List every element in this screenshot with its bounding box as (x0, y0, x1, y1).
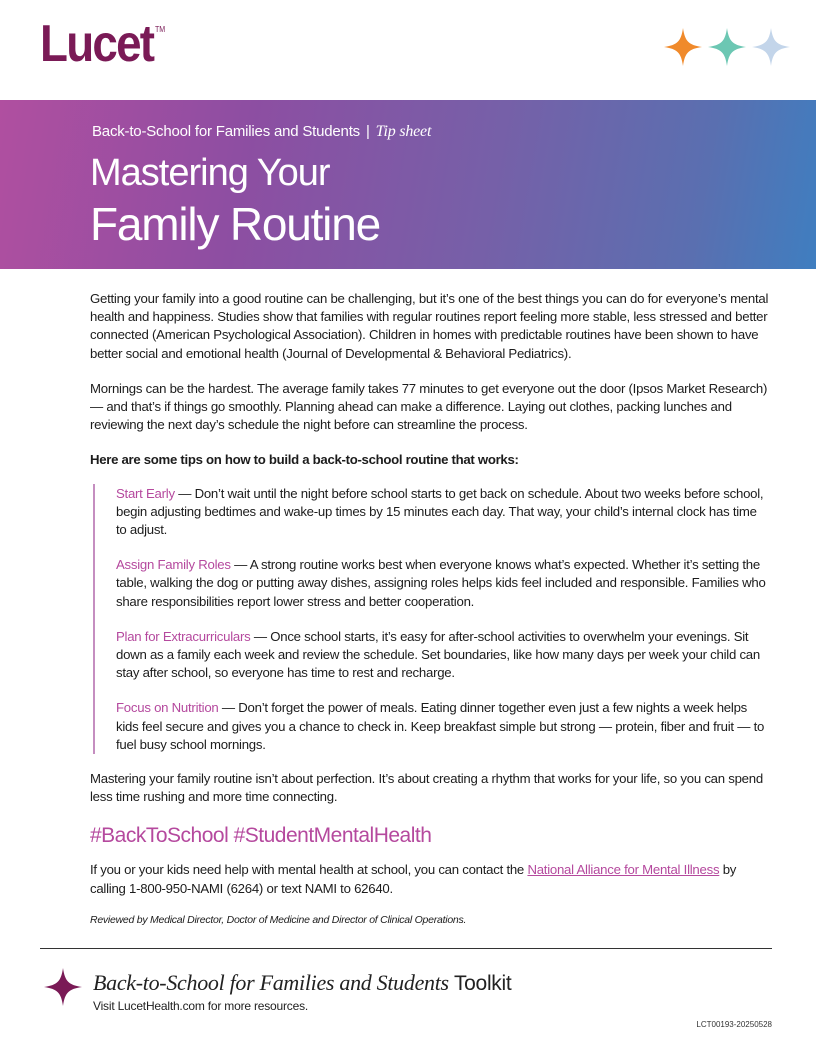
main-content (90, 290, 770, 946)
title-banner (0, 100, 816, 269)
tip-title: Assign Family Roles (116, 557, 231, 573)
page-title-line1: Mastering Your (90, 152, 330, 194)
tip-item: Plan for Extracurriculars — Once school starts, it’s easy for after-school activities to overwhelm your evenings. Sit down as a family each week and review the schedule. Set boundaries, like how many days per week your child can stay after school, so everyone has time to rest and recharge. (116, 628, 760, 681)
lightblue-sparkle-icon (752, 28, 790, 66)
tip-title: Start Early (116, 485, 175, 501)
toolkit-title: Back-to-School for Families and Students Toolkit (93, 970, 512, 995)
tip-item: Start Early — Don’t wait until the night before school starts to get back on schedule. About two weeks before school, begin adjusting bedtimes and wake-up times by 15 minutes each day. That way, your child’s internal clock has time to adjust. (116, 485, 764, 538)
teal-sparkle-icon (708, 28, 746, 66)
nami-link[interactable]: National Alliance for Mental Illness (527, 862, 720, 878)
tip-item: Focus on Nutrition — Don’t forget the power of meals. Eating dinner together even just a few nights a week helps kids feel secure and gives you a chance to check in. Keep breakfast simple but strong — protein, fiber and fruit — to fuel busy school mornings. (116, 700, 765, 752)
visit-website: Visit LucetHealth.com for more resources. (93, 999, 309, 1013)
footer-divider (40, 948, 772, 949)
tip-item: Assign Family Roles — A strong routine works best when everyone knows what’s expected. Whether it’s setting the table, walking the dog or putting away dishes, assigning roles helps kids feel included and responsible. Families who share responsibilities report lower stress and better cooperation. (116, 557, 766, 609)
intro-paragraph: Getting your family into a good routine can be challenging, but it’s one of the best things you can do for everyone’s mental health and happiness. Studies show that families with regular routines report feeling more stable, less stressed and better connected (American Psychological Association). Children in homes with predictable routines have been shown to have better social and emotional health (Journal of Developmental & Behavioral Pediatrics). (90, 291, 769, 361)
footer-sparkle-icon (44, 968, 82, 1006)
tips-lead: Here are some tips on how to build a back-to-school routine that works: (90, 452, 519, 468)
tips-list (93, 484, 770, 754)
tip-title: Focus on Nutrition (116, 700, 219, 716)
tip-title: Plan for Extracurriculars (116, 628, 251, 644)
page-title-line2: Family Routine (90, 198, 380, 250)
lucet-logo: Lucet ™ (40, 15, 166, 73)
doc-type: Tip sheet (375, 123, 432, 140)
mornings-paragraph: Mornings can be the hardest. The average family takes 77 minutes to get everyone out the door (Ipsos Market Research) — and that’s if things go smoothly. Planning ahead can make a difference. Laying out clothes, packing lunches and reviewing the next day’s schedule the night before can streamline the process. (90, 380, 768, 433)
banner-kicker: Back-to-School for Families and Students | Tip sheet (92, 123, 432, 140)
hashtags: #BackToSchool #StudentMentalHealth (90, 824, 432, 848)
help-paragraph: If you or your kids need help with mental health at school, you can contact the National Alliance for Mental Illness by calling 1-800-950-NAMI (6264) or text NAMI to 62640. (90, 862, 737, 896)
orange-sparkle-icon (664, 28, 702, 66)
sparkle-group (664, 28, 790, 66)
reviewed-note: Reviewed by Medical Director, Doctor of Medicine and Director of Clinical Operations. (90, 913, 467, 926)
document-code: LCT00193-20250528 (696, 1020, 772, 1029)
page-header (0, 0, 816, 100)
closing-paragraph: Mastering your family routine isn’t about perfection. It’s about creating a rhythm that works for your life, so you can spend less time rushing and more time connecting. (90, 771, 763, 805)
trademark: TM (155, 25, 166, 34)
